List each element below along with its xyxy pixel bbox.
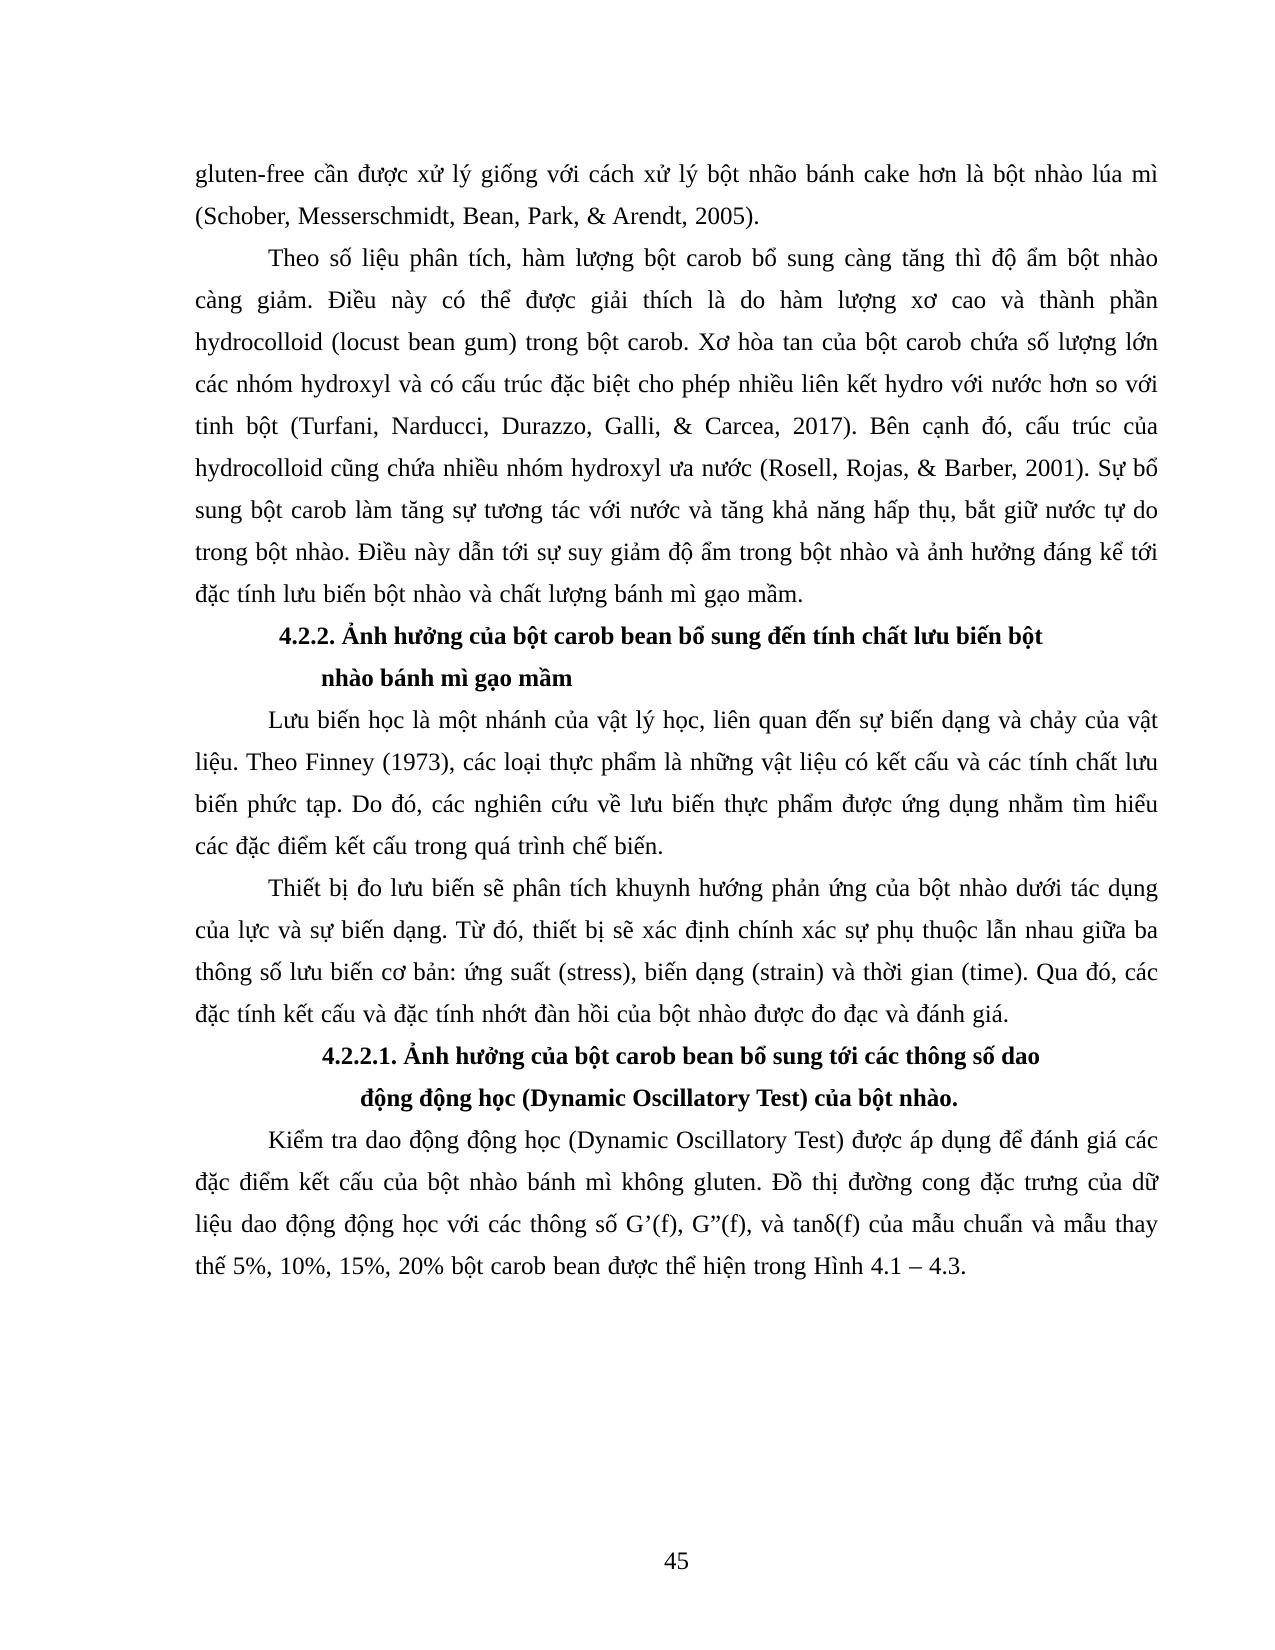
text-column	[195, 154, 1158, 1288]
section-heading-4-2-2-1	[195, 1036, 1158, 1120]
page-number: 45	[664, 1548, 689, 1575]
paragraph-rheology-intro: Lưu biến học là một nhánh của vật lý học, liên quan đến sự biến dạng và chảy của vật liệu. Theo Finney (1973), các loại thực phẩm là những vật liệu có kết cấu và các tính chất lưu biến phức tạp. Do đó, các nghiên cứu về lưu biến thực phẩm được ứng dụng nhằm tìm hiểu các đặc điểm kết cấu trong quá trình chế biến.	[195, 707, 1158, 860]
heading-4-2-2-line2: nhào bánh mì gạo mầm	[321, 665, 573, 692]
section-heading-4-2-2	[195, 616, 1158, 700]
paragraph-dynamic-test: Kiểm tra dao động động học (Dynamic Oscillatory Test) được áp dụng để đánh giá các đặc điểm kết cấu của bột nhào bánh mì không gluten. Đồ thị đường cong đặc trưng của dữ liệu dao động động học với các thông số G’(f), G”(f), và tanδ(f) của mẫu chuẩn và mẫu thay thế 5%, 10%, 15%, 20% bột carob bean được thể hiện trong Hình 4.1 – 4.3.	[195, 1127, 1158, 1280]
heading-4-2-2-line1: 4.2.2. Ảnh hưởng của bột carob bean bổ sung đến tính chất lưu biến bột	[279, 623, 1043, 650]
paragraph-gluten-free-continuation: gluten-free cần được xử lý giống với cách xử lý bột nhão bánh cake hơn là bột nhào lúa mì (Schober, Messerschmidt, Bean, Park, & Arendt, 2005).	[195, 161, 1158, 230]
paragraph-rheometer: Thiết bị đo lưu biến sẽ phân tích khuynh hướng phản ứng của bột nhào dưới tác dụng của lực và sự biến dạng. Từ đó, thiết bị sẽ xác định chính xác sự phụ thuộc lẫn nhau giữa ba thông số lưu biến cơ bản: ứng suất (stress), biến dạng (strain) và thời gian (time). Qua đó, các đặc tính kết cấu và đặc tính nhớt đàn hồi của bột nhào được đo đạc và đánh giá.	[195, 875, 1158, 1028]
paragraph-moisture-analysis: Theo số liệu phân tích, hàm lượng bột carob bổ sung càng tăng thì độ ẩm bột nhào càng giảm. Điều này có thể được giải thích là do hàm lượng xơ cao và thành phần hydrocolloid (locust bean gum) trong bột carob. Xơ hòa tan của bột carob chứa số lượng lớn các nhóm hydroxyl và có cấu trúc đặc biệt cho phép nhiều liên kết hydro với nước hơn so với tinh bột (Turfani, Narducci, Durazzo, Galli, & Carcea, 2017). Bên cạnh đó, cấu trúc của hydrocolloid cũng chứa nhiều nhóm hydroxyl ưa nước (Rosell, Rojas, & Barber, 2001). Sự bổ sung bột carob làm tăng sự tương tác với nước và tăng khả năng hấp thụ, bắt giữ nước tự do trong bột nhào. Điều này dẫn tới sự suy giảm độ ẩm trong bột nhào và ảnh hưởng đáng kể tới đặc tính lưu biến bột nhào và chất lượng bánh mì gạo mầm.	[195, 245, 1158, 608]
heading-4-2-2-1-line2: động động học (Dynamic Oscillatory Test) của bột nhào.	[360, 1085, 958, 1112]
heading-4-2-2-1-line1: 4.2.2.1. Ảnh hưởng của bột carob bean bổ sung tới các thông số dao	[322, 1043, 1041, 1070]
